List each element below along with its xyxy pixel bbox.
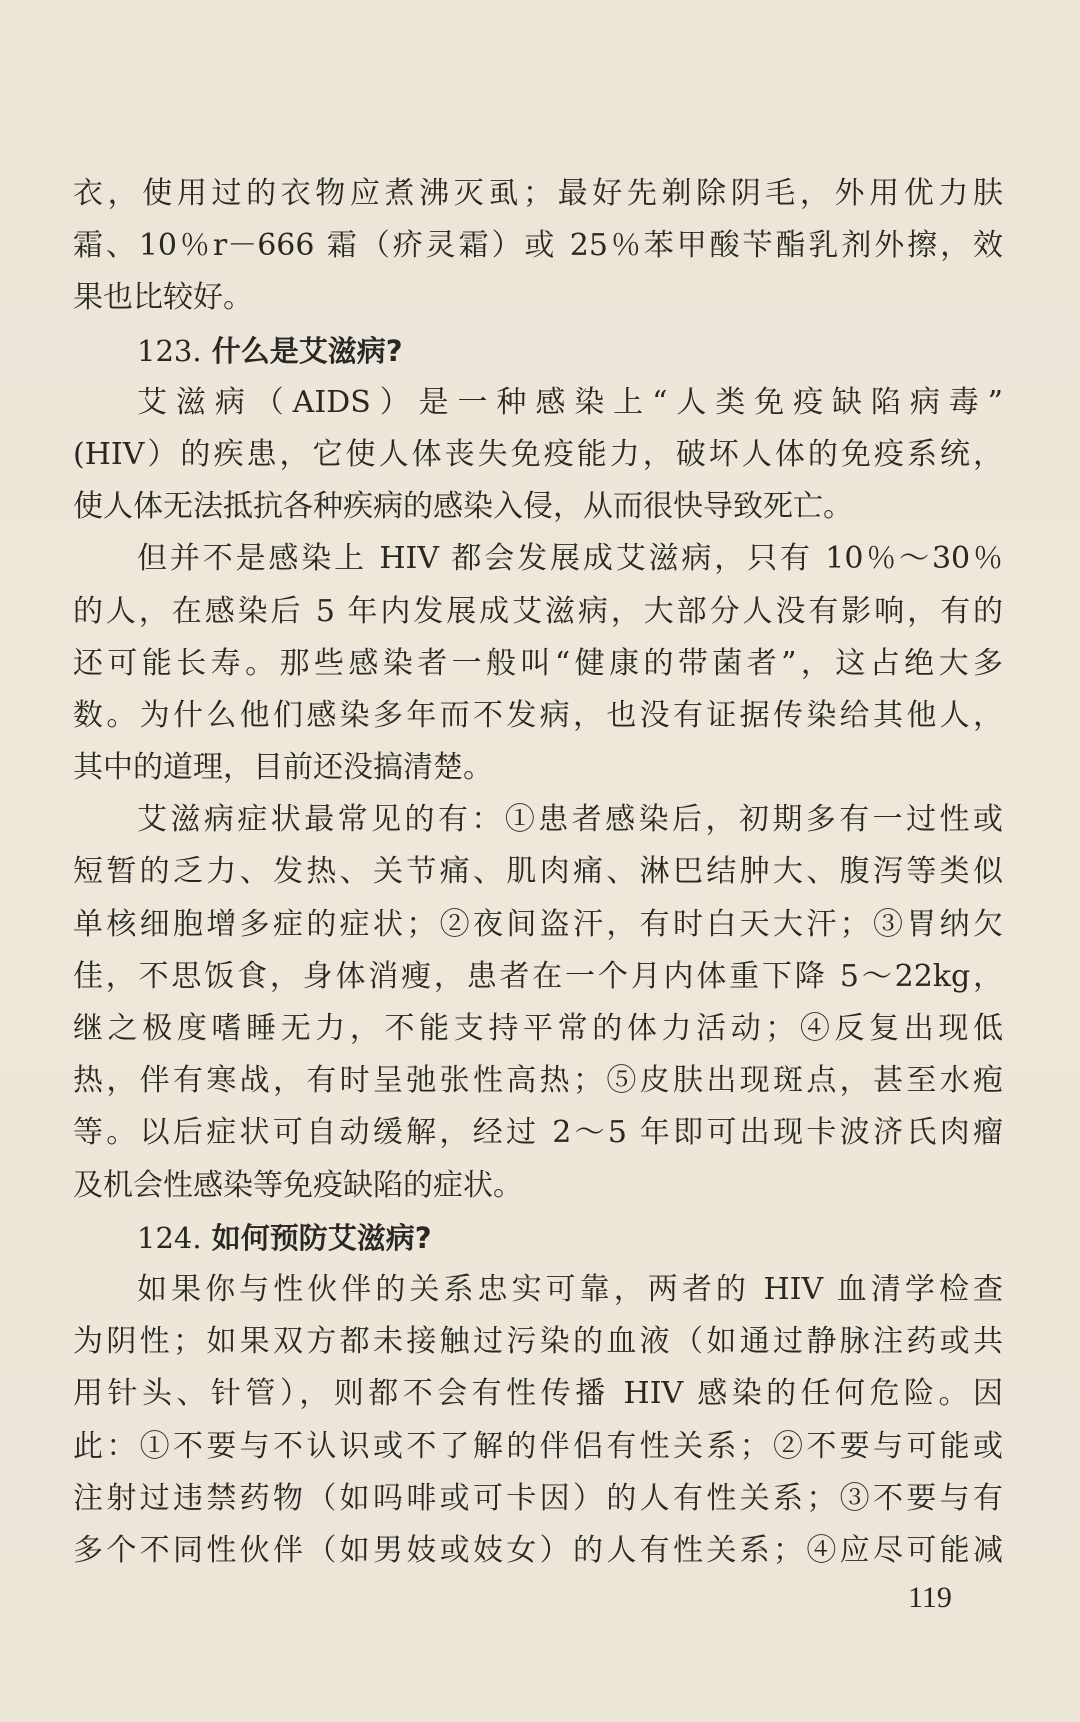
text-line: 短暂的乏力、发热、关节痛、肌肉痛、淋巴结肿大、腹泻等类似 xyxy=(73,854,1003,890)
text-line: 如果你与性伙伴的关系忠实可靠，两者的 HIV 血清学检查 xyxy=(137,1271,1003,1307)
paragraph xyxy=(73,1264,1003,1577)
section-heading xyxy=(73,1212,1003,1264)
text-line: 使人体无法抵抗各种疾病的感染入侵，从而很快导致死亡。 xyxy=(73,489,853,525)
page-number: 119 xyxy=(908,1581,952,1614)
paragraph xyxy=(73,794,1003,1212)
paragraph xyxy=(73,533,1003,794)
text-line: 的人，在感染后 5 年内发展成艾滋病，大部分人没有影响，有的 xyxy=(73,593,1003,629)
paragraph xyxy=(73,168,1003,325)
text-line: 为阴性；如果双方都未接触过污染的血液（如通过静脉注药或共 xyxy=(73,1324,1003,1360)
text-line: 及机会性感染等免疫缺陷的症状。 xyxy=(73,1167,523,1203)
text-line: 艾滋病（AIDS）是一种感染上“人类免疫缺陷病毒” xyxy=(137,384,1003,420)
text-line: 数。为什么他们感染多年而不发病，也没有证据传染给其他人， xyxy=(73,697,1003,733)
text-line: 还可能长寿。那些感染者一般叫“健康的带菌者”，这占绝大多 xyxy=(73,645,1003,681)
text-line: 其中的道理，目前还没搞清楚。 xyxy=(73,750,493,786)
text-line: 等。以后症状可自动缓解，经过 2～5 年即可出现卡波济氏肉瘤 xyxy=(73,1115,1003,1151)
text-line: 单核细胞增多症的症状；②夜间盗汗，有时白天大汗；③胃纳欠 xyxy=(73,906,1003,942)
section-number: 124. xyxy=(137,1220,202,1255)
text-line: 此：①不要与不认识或不了解的伴侣有性关系；②不要与可能或 xyxy=(73,1428,1003,1464)
text-line: 霜、10％r－666 霜（疥灵霜）或 25％苯甲酸苄酯乳剂外擦，效 xyxy=(73,228,1003,264)
text-line: 继之极度嗜睡无力，不能支持平常的体力活动；④反复出现低 xyxy=(73,1011,1003,1046)
text-line: (HIV）的疾患，它使人体丧失免疫能力，破坏人体的免疫系统， xyxy=(73,436,1003,472)
text-line: 衣，使用过的衣物应煮沸灭虱；最好先剃除阴毛，外用优力肤 xyxy=(73,176,1003,211)
section-number: 123. xyxy=(137,333,202,368)
section-heading xyxy=(73,325,1003,377)
paragraph xyxy=(73,377,1003,534)
text-line: 佳，不思饭食，身体消瘦，患者在一个月内体重下降 5～22kg， xyxy=(73,958,1003,994)
text-line: 果也比较好。 xyxy=(73,280,253,316)
section-title: 如何预防艾滋病? xyxy=(211,1220,432,1255)
text-line: 艾滋病症状最常见的有：①患者感染后，初期多有一过性或 xyxy=(137,802,1003,838)
text-line: 热，伴有寒战，有时呈弛张性高热；⑤皮肤出现斑点，甚至水疱 xyxy=(73,1063,1003,1099)
body-text xyxy=(73,168,1003,1577)
text-line: 注射过违禁药物（如吗啡或可卡因）的人有性关系；③不要与有 xyxy=(73,1480,1003,1516)
text-line: 用针头、针管），则都不会有性传播 HIV 感染的任何危险。因 xyxy=(73,1376,1003,1412)
text-line: 但并不是感染上 HIV 都会发展成艾滋病，只有 10％～30％ xyxy=(137,541,1003,577)
section-title: 什么是艾滋病? xyxy=(211,333,403,368)
text-line: 多个不同性伙伴（如男妓或妓女）的人有性关系；④应尽可能减 xyxy=(73,1532,1003,1568)
